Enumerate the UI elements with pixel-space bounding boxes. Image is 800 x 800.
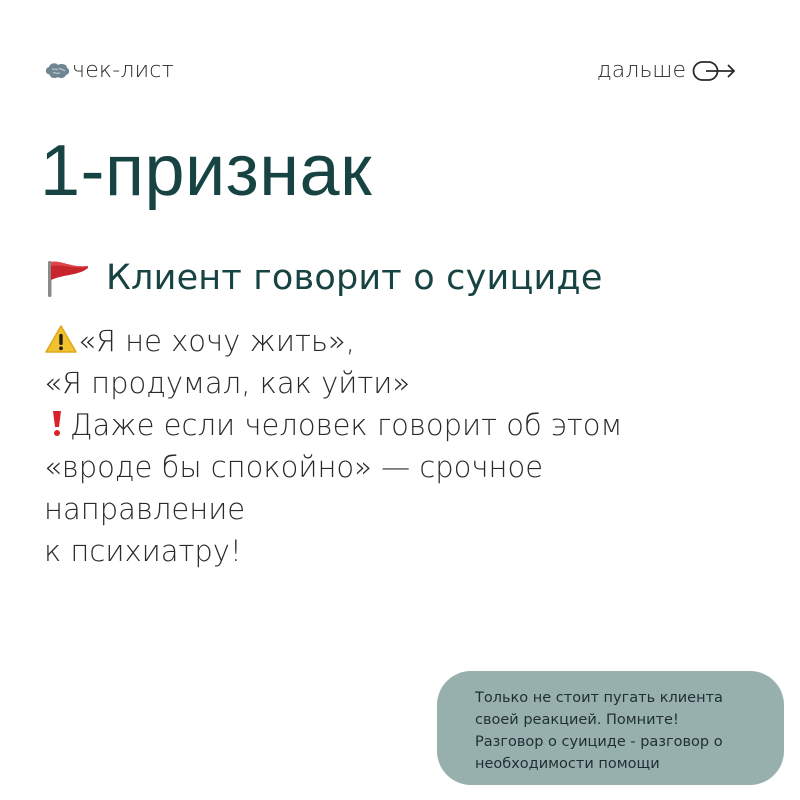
body-line-5: направление (44, 492, 246, 526)
brand-label: чек-лист (72, 58, 174, 83)
header (44, 58, 738, 94)
next-button[interactable] (597, 58, 738, 83)
body-line-2: «Я продумал, как уйти» (44, 366, 411, 400)
body-line-4: «вроде бы спокойно» — срочное (44, 450, 544, 484)
body-text (44, 320, 764, 572)
brain-icon (44, 62, 70, 80)
exclamation-icon (44, 408, 70, 438)
red-flag-icon (44, 258, 92, 298)
note-line-1: Только не стоит пугать клиента (475, 690, 723, 706)
note-box (437, 671, 784, 785)
body-line-3 (44, 404, 764, 446)
section-heading (44, 258, 603, 298)
arrow-right-icon (692, 60, 738, 82)
body-quote-1: «Я не хочу жить», (78, 324, 355, 358)
body-line-6: к психиатру! (44, 534, 242, 568)
note-line-2: своей реакцией. Помните! (475, 712, 679, 728)
heading-text: Клиент говорит о суициде (106, 258, 603, 298)
brand (44, 58, 174, 83)
page-title: 1-признак (40, 131, 373, 211)
next-label: дальше (596, 58, 686, 83)
body-line-1 (44, 320, 764, 362)
warning-icon (44, 324, 78, 354)
body-warning-text: Даже если человек говорит об этом (70, 408, 623, 442)
note-line-4: необходимости помощи (475, 756, 660, 772)
note-line-3: Разговор о суициде - разговор о (475, 734, 723, 750)
